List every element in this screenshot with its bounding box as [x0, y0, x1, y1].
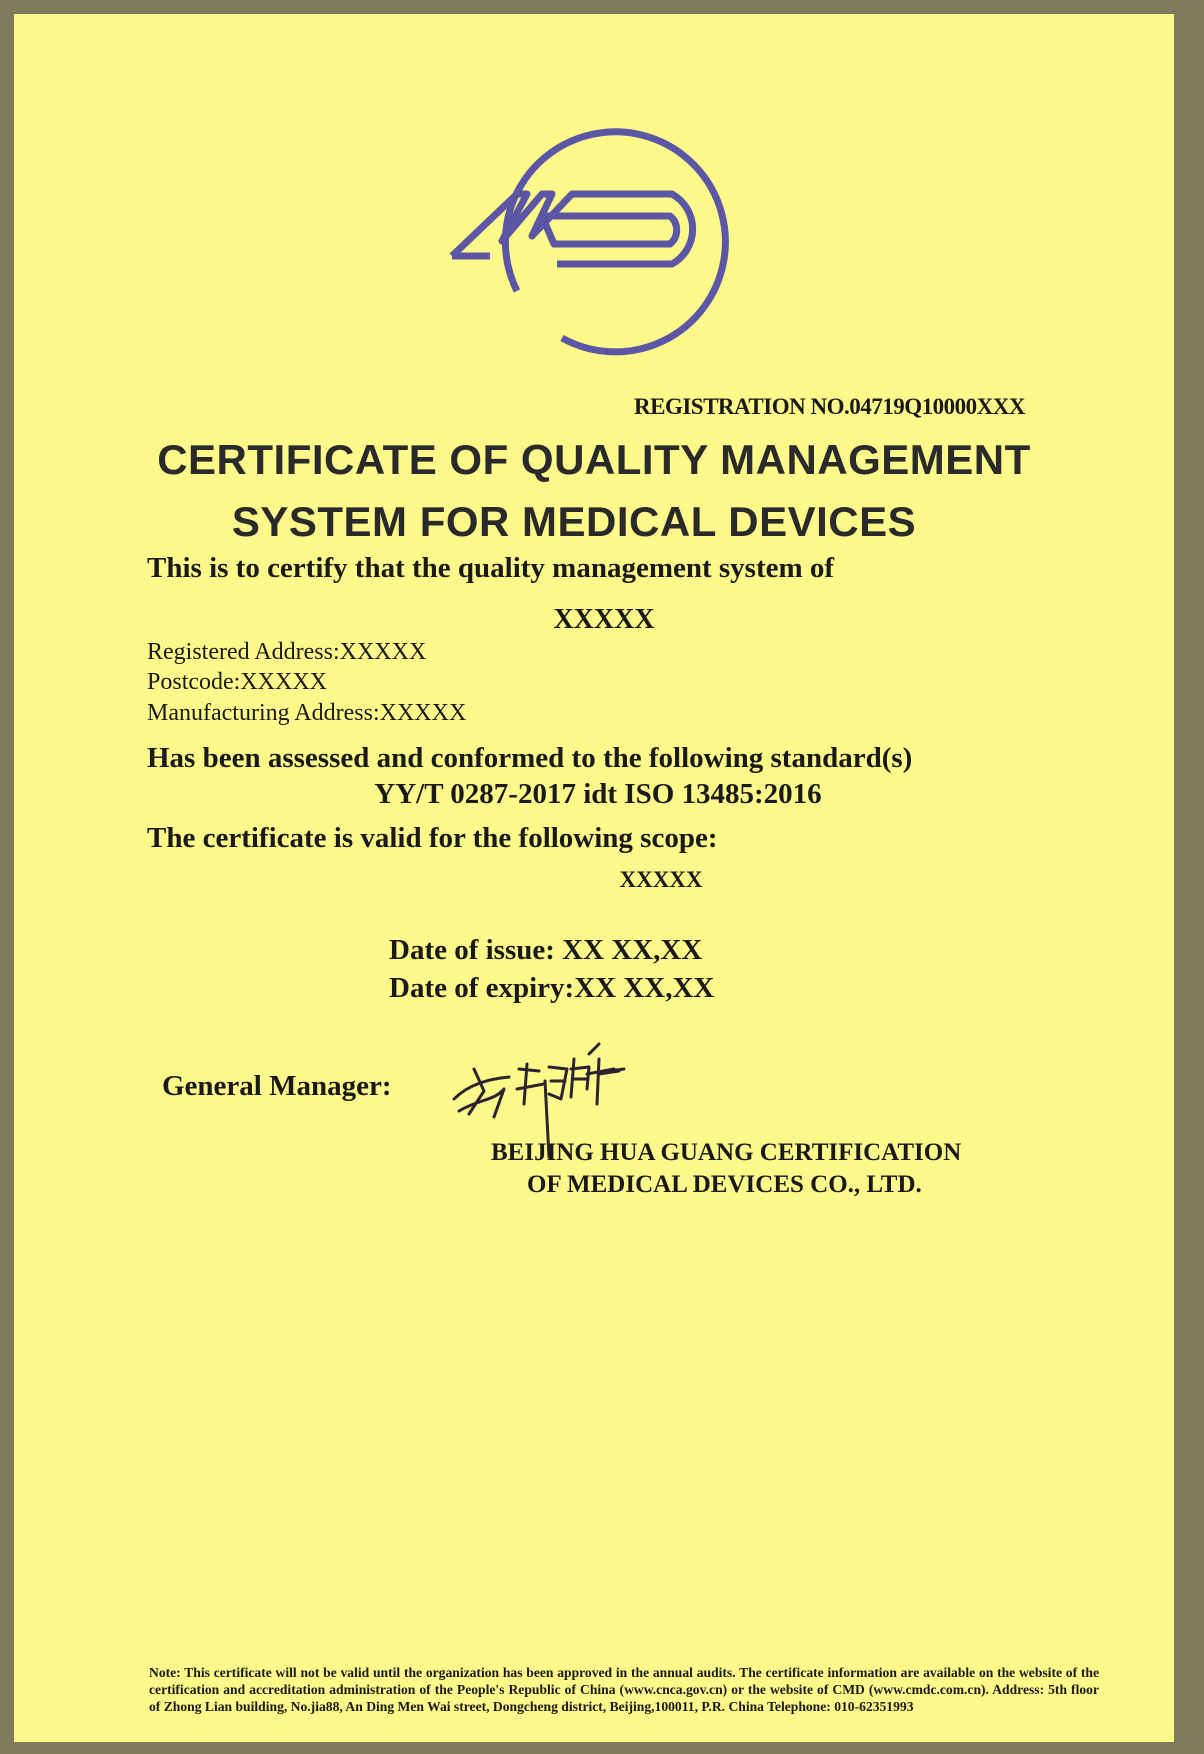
company-name-line1: BEIJING HUA GUANG CERTIFICATION — [491, 1139, 962, 1166]
scope-value: XXXXX — [619, 867, 703, 892]
standard-reference: YY/T 0287-2017 idt ISO 13485:2016 — [374, 778, 822, 810]
intro-text: This is to certify that the quality management system of — [147, 552, 835, 584]
date-of-expiry: Date of expiry:XX XX,XX — [389, 972, 715, 1004]
registered-address: Registered Address:XXXXX — [147, 639, 427, 665]
manufacturing-address: Manufacturing Address:XXXXX — [147, 700, 467, 726]
postcode: Postcode:XXXXX — [147, 669, 327, 695]
company-name-line2: OF MEDICAL DEVICES CO., LTD. — [527, 1171, 922, 1198]
certificate-page — [14, 14, 1174, 1742]
md-logo-icon — [442, 116, 782, 386]
date-of-issue: Date of issue: XX XX,XX — [389, 934, 703, 966]
organization-name: XXXXX — [553, 604, 655, 635]
scope-intro: The certificate is valid for the following scope: — [147, 822, 718, 854]
general-manager-label: General Manager: — [162, 1070, 392, 1102]
registration-number: REGISTRATION NO.04719Q10000XXX — [634, 394, 1025, 419]
footer-note: Note: This certificate will not be valid until the organization has been approved in the annual audits. The certificate information are available on the website of the certification and accreditation administration of the People's Republic of China (www.cnca.gov.cn) or the website of CMD (www.cmdc.com.cn). Address: 5th floor of Zhong Lian building, No.jia88, An Ding Men Wai street, Dongcheng district, Beijing,100011, P.R. China Telephone: 010-62351993 — [149, 1665, 1099, 1714]
certificate-title-line1: CERTIFICATE OF QUALITY MANAGEMENT — [157, 436, 1031, 483]
assessed-statement: Has been assessed and conformed to the following standard(s) — [147, 742, 913, 774]
certificate-title-line2: SYSTEM FOR MEDICAL DEVICES — [231, 498, 917, 545]
